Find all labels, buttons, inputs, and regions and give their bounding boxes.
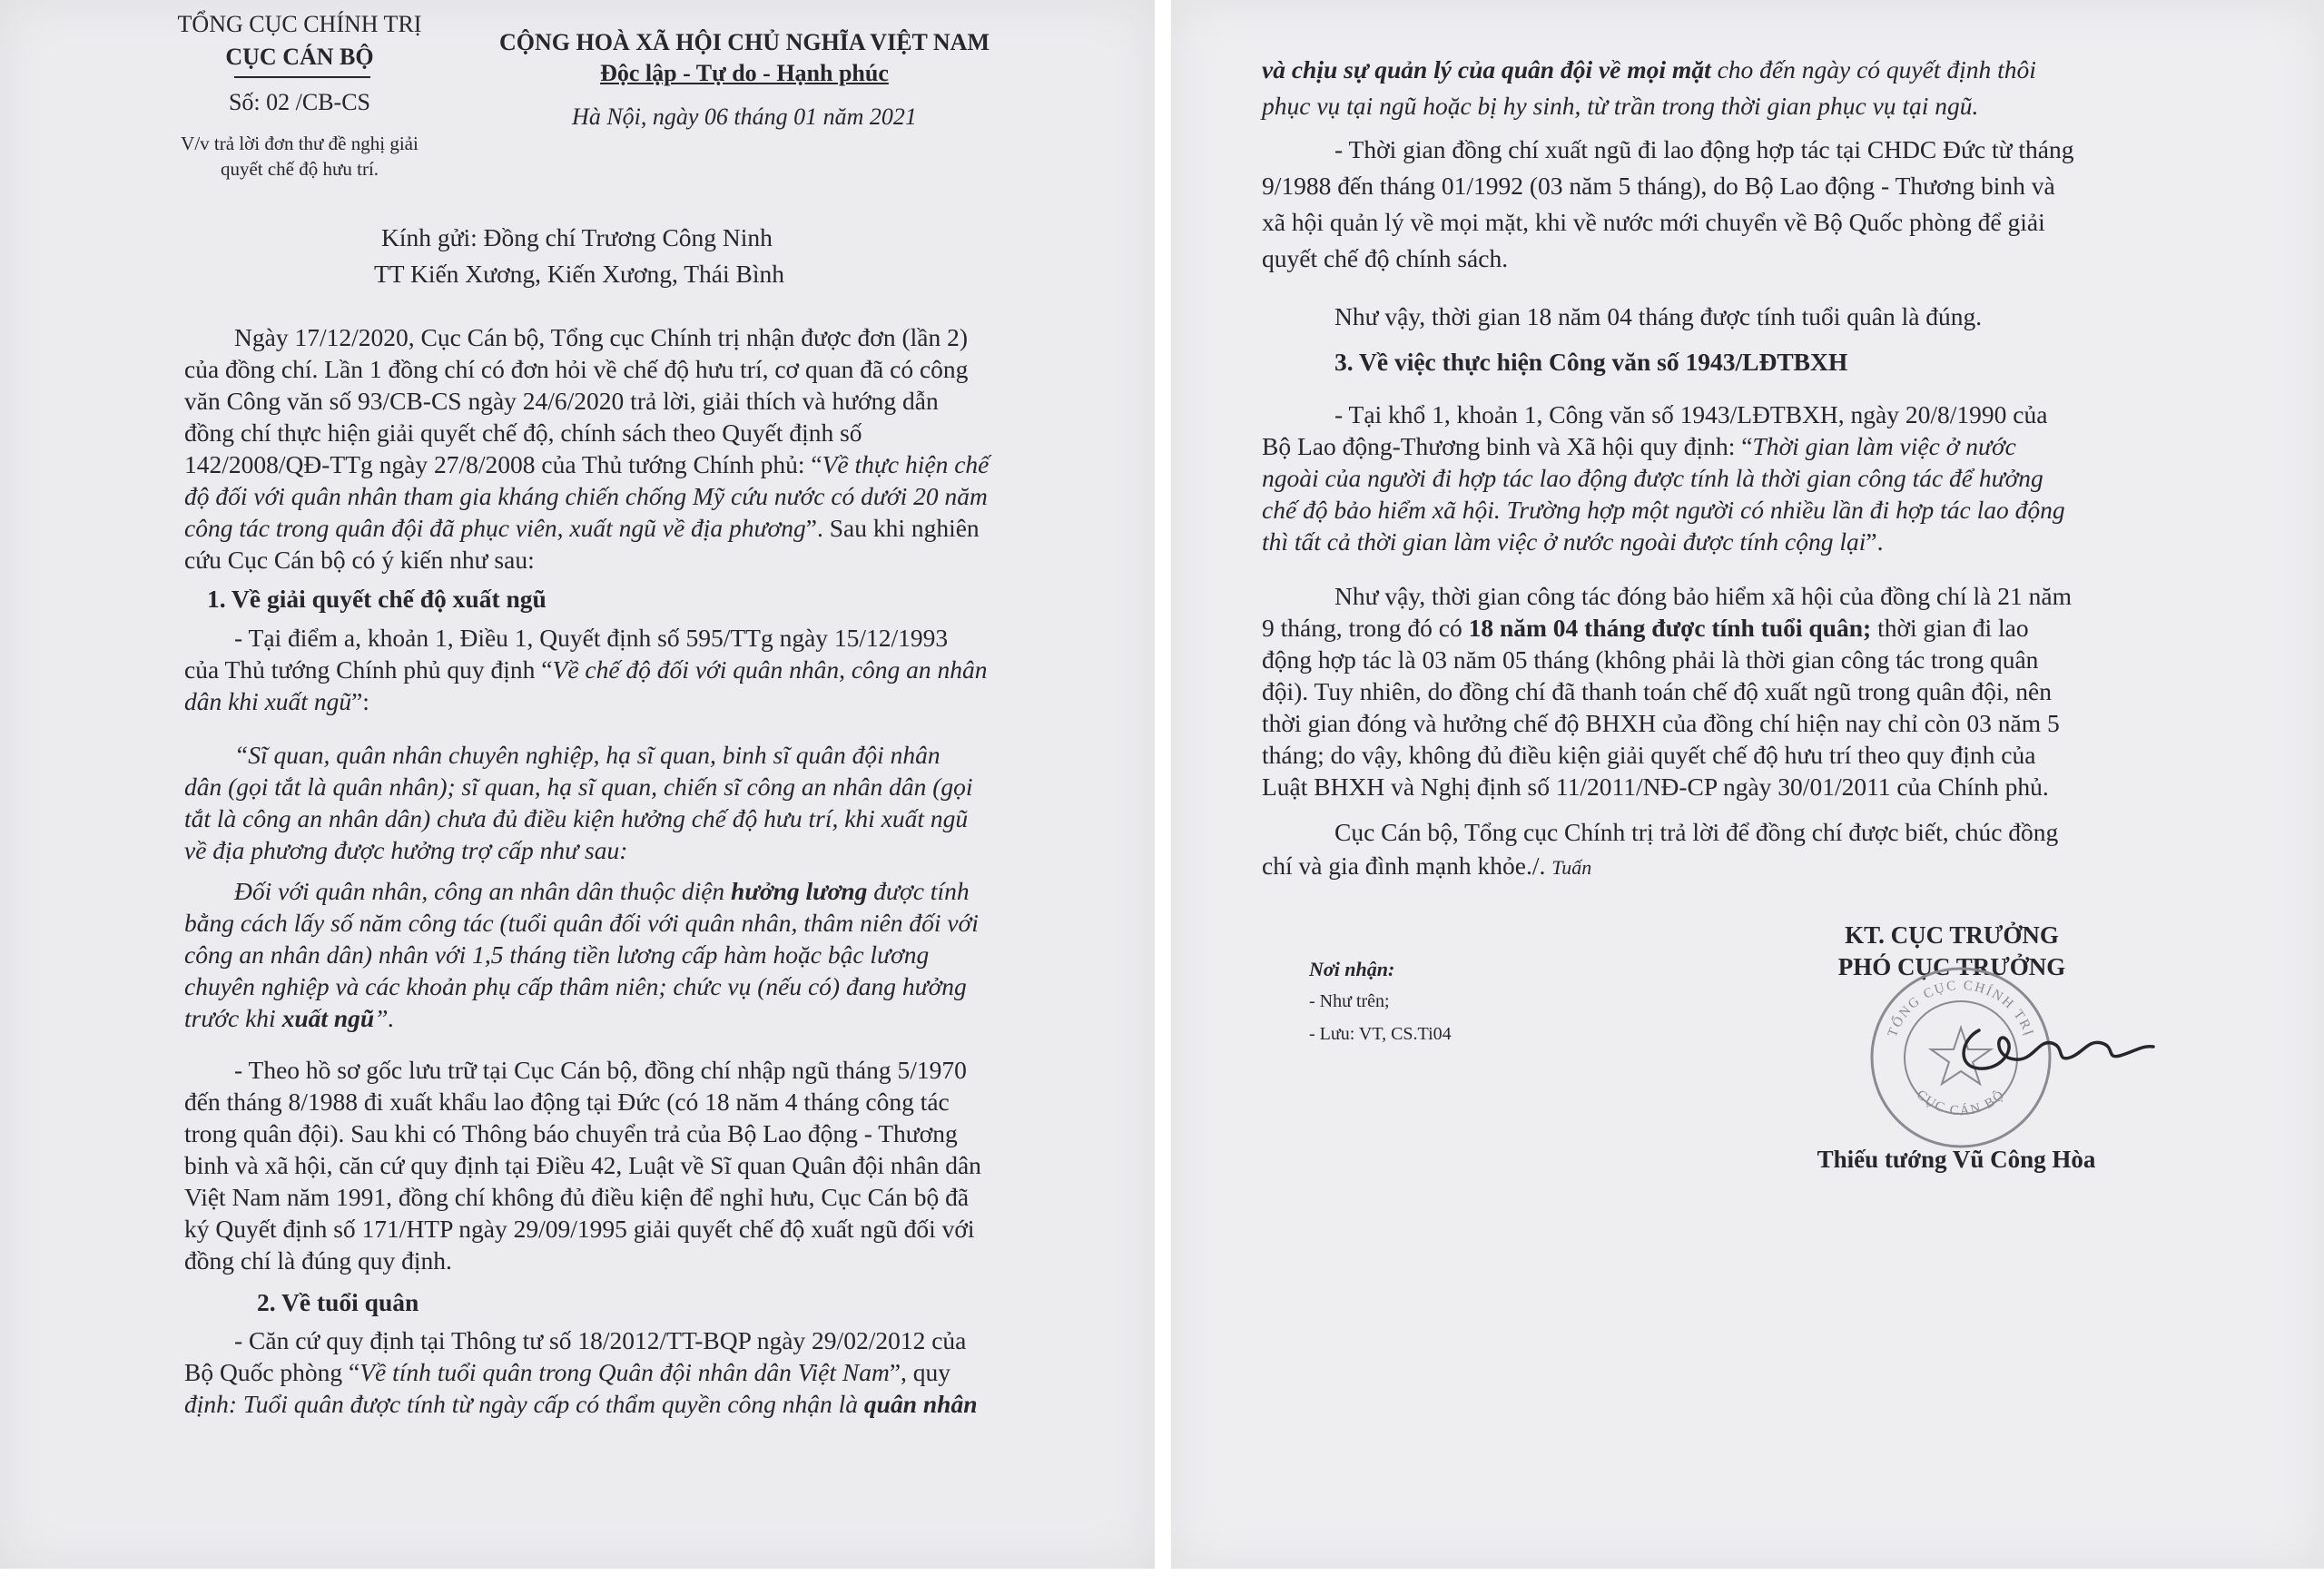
body-line: cứu Cục Cán bộ có ý kiến như sau:: [184, 546, 535, 574]
body-line: phục vụ tại ngũ hoặc bị hy sinh, từ trần trong thời gian phục vụ tại ngũ.: [1262, 92, 1979, 120]
body-line: ký Quyết định số 171/HTP ngày 29/09/1995 giải quyết chế độ xuất ngũ đối với: [184, 1215, 975, 1243]
body-line: của đồng chí. Lần 1 đồng chí có đơn hỏi về chế độ hưu trí, cơ quan đã có công: [184, 355, 969, 383]
signer-name: Thiếu tướng Vũ Công Hòa: [1817, 1146, 2096, 1173]
body-line: - Căn cứ quy định tại Thông tư số 18/2012/TT-BQP ngày 29/02/2012 của: [234, 1326, 967, 1354]
signature: [1952, 1012, 2161, 1085]
doc-number: Số: 02 /CB-CS: [228, 89, 371, 115]
body-line: độ đối với quân nhân tham gia kháng chiến chống Mỹ cứu nước có dưới 20 năm: [184, 482, 988, 510]
body-line: chí và gia đình mạnh khỏe./. Tuấn: [1262, 852, 1592, 880]
dept-name: CỤC CÁN BỘ: [225, 44, 374, 70]
body-line: Bộ Lao động-Thương binh và Xã hội quy định: “Thời gian làm việc ở nước: [1262, 432, 2016, 460]
quote-line: Đối với quân nhân, công an nhân dân thuộc diện hưởng lương được tính: [234, 877, 970, 905]
body-line: tháng; do vậy, không đủ điều kiện giải quyết chế độ hưu trí theo quy định của: [1262, 741, 2036, 769]
org-name: TỔNG CỤC CHÍNH TRỊ: [177, 11, 422, 37]
signer-title-2: PHÓ CỤC TRƯỞNG: [1837, 953, 2066, 980]
quote-line: bằng cách lấy số năm công tác (tuổi quân đối với quân nhân, thâm niên đối với: [184, 909, 979, 937]
body-line: của Thủ tướng Chính phủ quy định “Về chế độ đối với quân nhân, công an nhân: [184, 655, 988, 684]
body-line: binh và xã hội, căn cứ quy định tại Điều 42, Luật về Sĩ quan Quân đội nhân dân: [184, 1151, 981, 1179]
recipient-line-2: TT Kiến Xương, Kiến Xương, Thái Bình: [374, 260, 785, 288]
body-line: chế độ bảo hiểm xã hội. Trường hợp một người có nhiều lần đi hợp tác lao động: [1262, 496, 2065, 524]
initials-mark: Tuấn: [1551, 856, 1592, 879]
section-heading-2: 2. Về tuổi quân: [257, 1288, 419, 1316]
body-line: đồng chí thực hiện giải quyết chế độ, chính sách theo Quyết định số: [184, 418, 862, 447]
body-line: thì tất cả thời gian làm việc ở nước ngoài được tính cộng lại”.: [1262, 527, 1884, 556]
body-line: xã hội quản lý về mọi mặt, khi về nước mới chuyển về Bộ Quốc phòng để giải: [1262, 208, 2045, 236]
body-line: Bộ Quốc phòng “Về tính tuổi quân trong Quân đội nhân dân Việt Nam”, quy: [184, 1358, 951, 1386]
quote-line: trước khi xuất ngũ”.: [184, 1004, 395, 1032]
section-heading-1: 1. Về giải quyết chế độ xuất ngũ: [207, 585, 547, 613]
body-line: - Tại khổ 1, khoản 1, Công văn số 1943/LĐTBXH, ngày 20/8/1990 của: [1334, 400, 2048, 428]
body-line: 9 tháng, trong đó có 18 năm 04 tháng được tính tuổi quân; thời gian đi lao: [1262, 614, 2029, 642]
body-line: 142/2008/QĐ-TTg ngày 27/8/2008 của Thủ tướng Chính phủ: “Về thực hiện chế: [184, 450, 990, 478]
body-line: công tác trong quân đội đã phục viên, xuất ngũ về địa phương”. Sau khi nghiên: [184, 514, 980, 542]
body-line: quyết chế độ chính sách.: [1262, 244, 1509, 272]
body-line: - Tại điểm a, khoản 1, Điều 1, Quyết định số 595/TTg ngày 15/12/1993: [234, 624, 949, 652]
body-line: Luật BHXH và Nghị định số 11/2011/NĐ-CP ngày 30/01/2011 của Chính phủ.: [1262, 773, 2049, 801]
country-name: CỘNG HOÀ XÃ HỘI CHỦ NGHĨA VIỆT NAM: [498, 29, 990, 55]
body-line: - Theo hồ sơ gốc lưu trữ tại Cục Cán bộ, đồng chí nhập ngũ tháng 5/1970: [234, 1056, 967, 1084]
body-line: trong quân đội). Sau khi có Thông báo chuyển trả của Bộ Lao động - Thương: [184, 1119, 958, 1147]
body-line: - Thời gian đồng chí xuất ngũ đi lao động hợp tác tại CHDC Đức từ tháng: [1334, 135, 2074, 163]
motto: Độc lập - Tự do - Hạnh phúc: [600, 60, 889, 86]
body-line: Việt Nam năm 1991, đồng chí không đủ điều kiện để nghỉ hưu, Cục Cán bộ đã: [184, 1183, 970, 1211]
subject-line-1: V/v trả lời đơn thư đề nghị giải: [181, 133, 419, 154]
body-line: định: Tuổi quân được tính từ ngày cấp có thẩm quyền công nhận là quân nhân: [184, 1390, 978, 1418]
quote-line: về địa phương được hưởng trợ cấp như sau:: [184, 836, 628, 864]
body-line: đến tháng 8/1988 đi xuất khẩu lao động tại Đức (có 18 năm 4 tháng công tác: [184, 1088, 950, 1116]
body-line: Như vậy, thời gian công tác đóng bảo hiểm xã hội của đồng chí là 21 năm: [1334, 582, 2072, 610]
letter-page-1: [0, 0, 1155, 1569]
body-line: 9/1988 đến tháng 01/1992 (03 năm 5 tháng), do Bộ Lao động - Thương binh và: [1262, 172, 2055, 200]
svg-text:TỔNG CỤC CHÍNH TRỊ: TỔNG CỤC CHÍNH TRỊ: [1885, 978, 2037, 1039]
letter-page-2: [1171, 0, 2324, 1569]
body-line: đồng chí là đúng quy định.: [184, 1246, 452, 1275]
body-line: động hợp tác là 03 năm 05 tháng (không phải là thời gian công tác trong quân: [1262, 645, 2039, 674]
section-heading-3: 3. Về việc thực hiện Công văn số 1943/LĐTBXH: [1334, 348, 1848, 376]
recipient-item: - Như trên;: [1309, 991, 1390, 1011]
body-line: Cục Cán bộ, Tổng cục Chính trị trả lời để đồng chí được biết, chúc đồng: [1334, 818, 2059, 846]
header-rule: [234, 76, 370, 78]
body-line: ngoài của người đi hợp tác lao động được tính là thời gian công tác để hưởng: [1262, 464, 2043, 492]
signer-title-1: KT. CỤC TRƯỞNG: [1845, 921, 2059, 949]
body-line: thời gian đóng và hưởng chế độ BHXH của đồng chí hiện nay chỉ còn 03 năm 5: [1262, 709, 2060, 737]
recipients-label: Nơi nhận:: [1309, 958, 1395, 980]
issue-date: Hà Nội, ngày 06 tháng 01 năm 2021: [572, 103, 917, 130]
quote-line: tắt là công an nhân dân) chưa đủ điều kiện hưởng chế độ hưu trí, khi xuất ngũ: [184, 804, 969, 832]
body-line: Như vậy, thời gian 18 năm 04 tháng được tính tuổi quân là đúng.: [1334, 302, 1983, 330]
body-line: văn Công văn số 93/CB-CS ngày 24/6/2020 trả lời, giải thích và hướng dẫn: [184, 387, 939, 415]
quote-line: công an nhân dân) nhân với 1,5 tháng tiền lương cấp hàm hoặc bậc lương: [184, 940, 930, 969]
svg-text:CỤC CÁN BỘ: CỤC CÁN BỘ: [1913, 1087, 2009, 1119]
body-line: Ngày 17/12/2020, Cục Cán bộ, Tổng cục Chính trị nhận được đơn (lần 2): [234, 323, 969, 351]
subject-line-2: quyết chế độ hưu trí.: [220, 158, 379, 180]
quote-line: dân (gọi tắt là quân nhân); sĩ quan, hạ sĩ quan, chiến sĩ công an nhân dân (gọi: [184, 773, 973, 801]
body-line: dân khi xuất ngũ”:: [184, 687, 369, 715]
recipient-item: - Lưu: VT, CS.Ti04: [1309, 1024, 1452, 1044]
body-line: đội). Tuy nhiên, do đồng chí đã thanh toán chế độ xuất ngũ trong quân đội, nên: [1262, 677, 2052, 705]
body-line: và chịu sự quản lý của quân đội về mọi mặt cho đến ngày có quyết định thôi: [1262, 55, 2036, 84]
quote-line: chuyên nghiệp và các khoản phụ cấp thâm niên; chức vụ (nếu có) đang hưởng: [184, 972, 967, 1000]
quote-line: “Sĩ quan, quân nhân chuyên nghiệp, hạ sĩ quan, binh sĩ quân đội nhân: [234, 741, 940, 769]
recipient-line-1: Kính gửi: Đồng chí Trương Công Ninh: [381, 223, 773, 251]
